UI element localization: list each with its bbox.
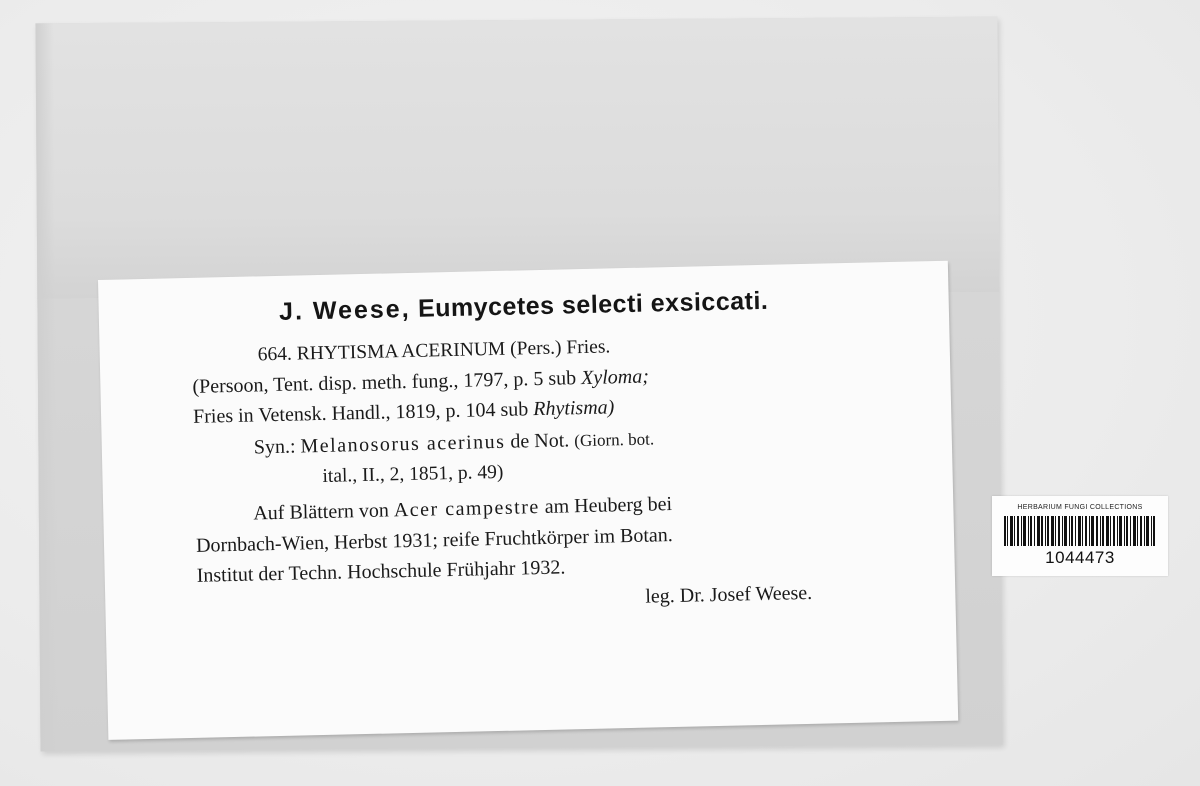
synonym-prefix: Syn.: (253, 435, 301, 459)
citation-persoon-text: (Persoon, Tent. disp. meth. fung., 1797, p. 5 sub (192, 367, 582, 398)
specimen-label (98, 261, 958, 740)
packet-flap (35, 17, 999, 300)
label-title-series: Eumycetes selecti exsiccati. (410, 286, 769, 323)
label-citation-fries (193, 396, 615, 429)
barcode-number: 1044473 (1045, 548, 1115, 567)
locality-prefix: Auf Blättern von (253, 499, 395, 525)
barcode-caption: HERBARIUM FUNGI COLLECTIONS (1017, 504, 1143, 511)
label-locality-line1 (253, 493, 672, 525)
label-citation-persoon (192, 366, 649, 399)
citation-fries-genus: Rhytisma) (532, 396, 615, 421)
label-synonym-line (254, 427, 655, 459)
label-locality-line3: Institut der Techn. Hochschule Frühjahr 1932. (196, 556, 566, 587)
label-collector: leg. Dr. Josef Weese. (645, 581, 813, 608)
label-title-author: J. Weese, (278, 294, 411, 326)
label-title (98, 283, 948, 331)
citation-fries-text: Fries in Vetensk. Handl., 1819, p. 104 sub (192, 398, 534, 428)
synonym-reference: (Giorn. bot. (574, 429, 655, 451)
locality-place: am Heuberg bei (539, 493, 673, 519)
citation-persoon-genus: Xyloma; (580, 365, 650, 390)
synonym-name: Melanosorus acerinus (300, 430, 506, 458)
host-plant: Acer campestre (393, 496, 540, 522)
label-synonym-reference-cont: ital., II., 2, 1851, p. 49) (322, 461, 504, 487)
synonym-author: de Not. (505, 429, 575, 453)
label-locality-line2: Dornbach-Wien, Herbst 1931; reife Fruchtkörper im Botan. (195, 524, 674, 557)
label-species-line: 664. RHYTISMA ACERINUM (Pers.) Fries. (257, 336, 611, 366)
barcode-bars (1004, 516, 1156, 546)
barcode-sticker (992, 496, 1168, 576)
